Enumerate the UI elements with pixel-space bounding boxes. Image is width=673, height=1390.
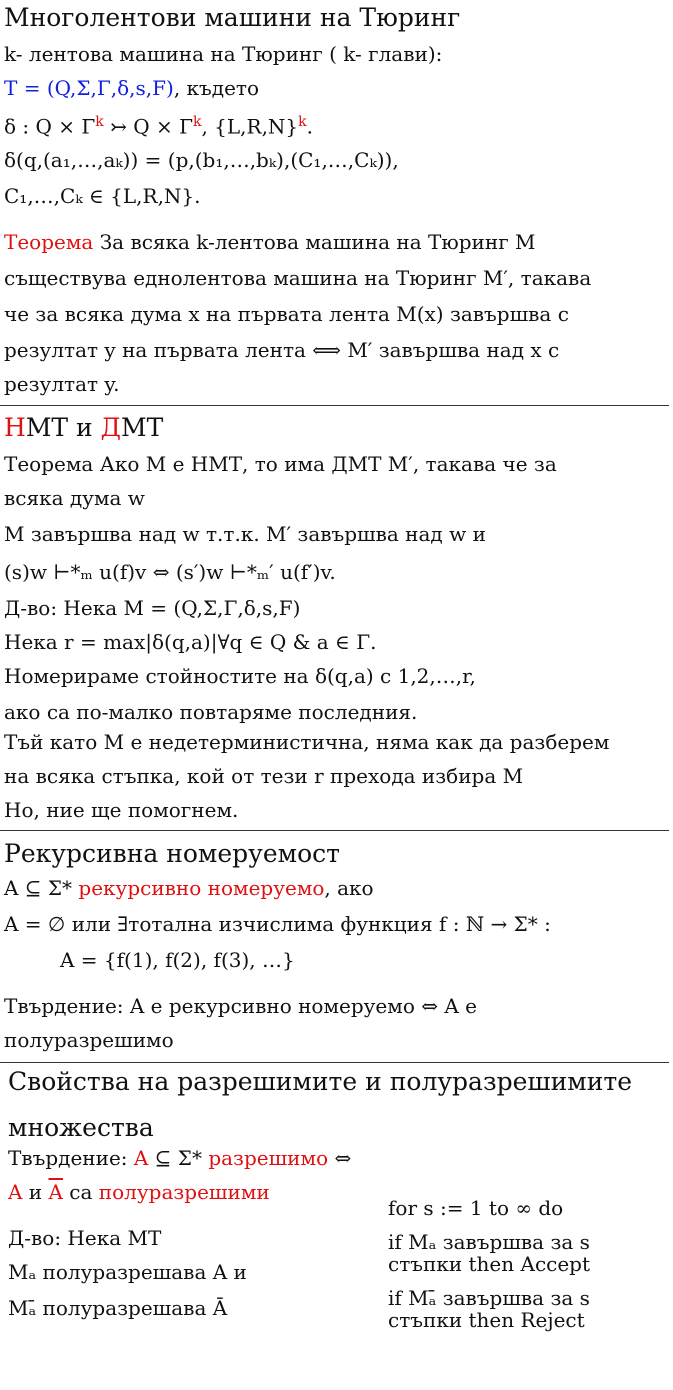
text-line: M завършва над w т.т.к. M′ завършва над w и [4,522,486,546]
formula-line: δ(q,(a₁,…,aₖ)) = (p,(b₁,…,bₖ),(C₁,…,Cₖ)), [4,148,399,172]
text-line: Твърдение: A е рекурсивно номеруемо ⇔ A е [4,994,477,1018]
algorithm-line: стъпки then Reject [388,1308,585,1332]
section-title: НМТ и ДМТ [4,413,164,442]
text-line: Номерираме стойностите на δ(q,a) с 1,2,…,r, [4,664,476,688]
text-line: всяка дума w [4,486,145,510]
text-line: Д-во: Нека МТ [8,1226,162,1250]
formula-line: δ : $Q \times \Gamma^k$ ↣ $Q \times \Gamma^k$, $\{L,R,N\}^k$. [4,114,313,139]
text-line: A ⊆ Σ* рекурсивно номеруемо, ако [4,876,374,900]
formula-line: (s)w ⊢*ₘ u(f)v ⇔ (s′)w ⊢*ₘ′ u(f′)v. [4,560,336,584]
text-line: ако са по-малко повтаряме последния. [4,700,418,724]
text-line: Твърдение: A ⊆ Σ* разрешимо ⇔ [8,1146,352,1170]
theorem-label: Теорема [4,230,94,254]
divider [0,830,669,831]
divider [0,405,669,406]
text-line: Д-во: Нека M = (Q,Σ,Γ,δ,s,F) [4,596,301,620]
divider [0,1062,669,1063]
text-line: Тъй като M е недетерминистична, няма как да разберем [4,730,610,754]
algorithm-line: if Mₐ завършва за s [388,1230,590,1254]
text-line: Но, ние ще помогнем. [4,798,239,822]
text-line: Mₐ полуразрешава A и [8,1260,247,1284]
theorem-line: резултат y на първата лента ⟺ M′ завършва над x с [4,338,560,362]
formula-line: T = (Q,Σ,Γ,δ,s,F), където [4,76,260,100]
tm-tuple: T = (Q,Σ,Γ,δ,s,F) [4,76,174,100]
theorem-line: резултат y. [4,372,120,396]
theorem-line: съществува еднолентова машина на Тюринг M′, такава [4,266,592,290]
text-line: Нека r = max|δ(q,a)|∀q ∈ Q & a ∈ Γ. [4,630,377,654]
section-title-cont: множества [8,1113,154,1142]
text-line: Теорема Ако M е НМТ, то има ДМТ M′, такава че за [4,452,557,476]
text-line: Mₐ̄ полуразрешава Ā [8,1296,228,1320]
algorithm-line: if Mₐ̄ завършва за s [388,1286,590,1310]
section-title: Рекурсивна номеруемост [4,839,340,868]
text-line: k- лентова машина на Тюринг ( k- глави): [4,42,443,66]
formula-line: C₁,…,Cₖ ∈ {L,R,N}. [4,184,201,208]
section-title: Многолентови машини на Тюринг [4,3,461,32]
text-line: на всяка стъпка, кой от тези r прехода избира M [4,764,524,788]
theorem-line: че за всяка дума x на първата лента M(x) завършва с [4,302,569,326]
algorithm-line: for s := 1 to ∞ do [388,1196,564,1220]
formula-line: A = ∅ или ∃тотална изчислима функция f : ℕ → Σ* : [4,912,551,936]
section-title: Свойства на разрешимите и полуразрешимите [8,1067,633,1096]
algorithm-line: стъпки then Accept [388,1252,591,1276]
formula-line: A = {f(1), f(2), f(3), …} [60,948,295,972]
theorem-line: Теорема За всяка k-лентова машина на Тюринг M [4,230,536,254]
text-line: полуразрешимо [4,1028,174,1052]
text-line: A и $\overline{A}$ са полуразрешими [8,1180,270,1204]
